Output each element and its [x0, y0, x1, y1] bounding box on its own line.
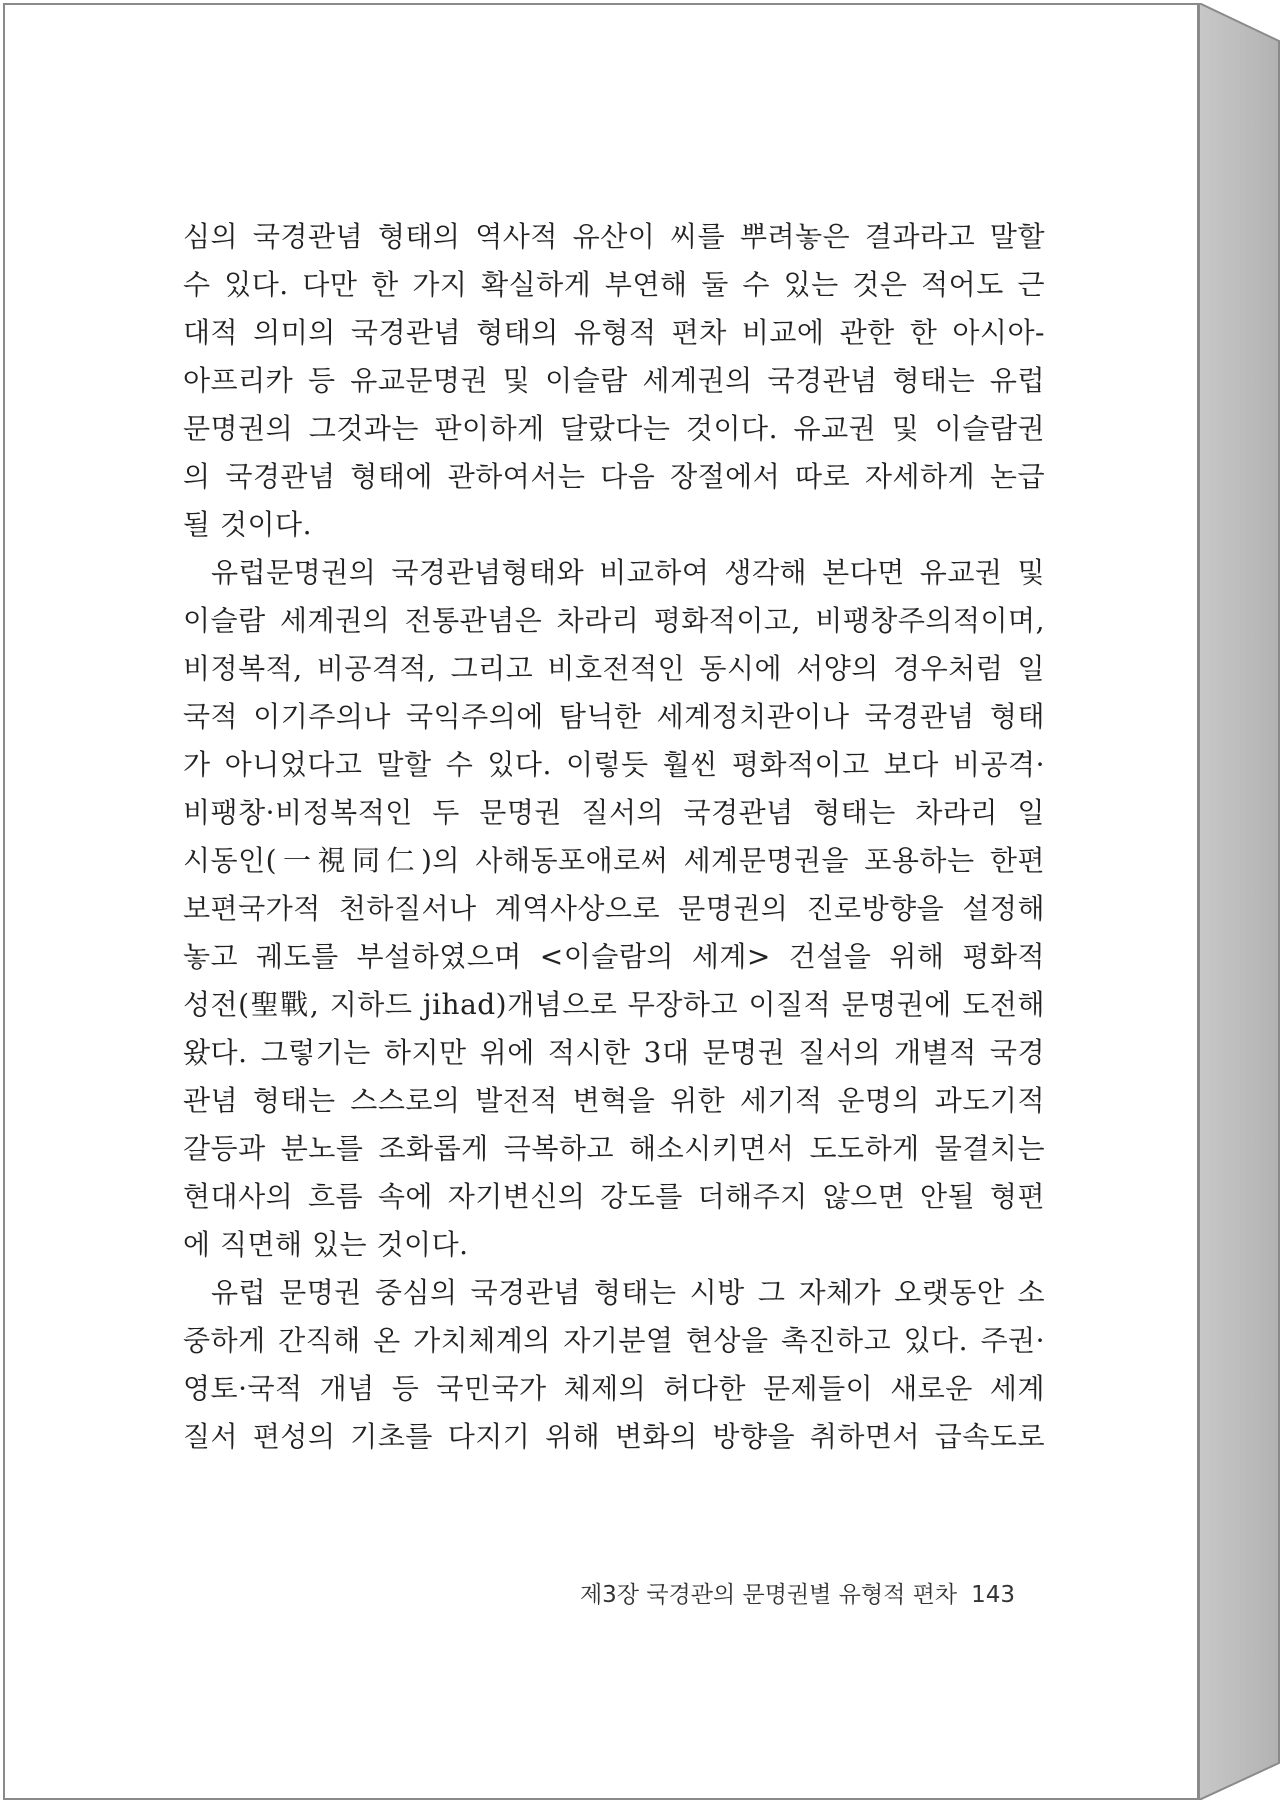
- book-edge-shape: [1199, 3, 1283, 1800]
- text-line: 에 직면해 있는 것이다.: [183, 1228, 469, 1261]
- text-line: 성전(聖戰, 지하드 jihad)개념으로 무장하고 이질적 문명권에 도전해: [183, 988, 1045, 1021]
- text-line: 비정복적, 비공격적, 그리고 비호전적인 동시에 서양의 경우처럼 일: [183, 652, 1045, 685]
- text-line: 질서 편성의 기초를 다지기 위해 변화의 방향을 취하면서 급속도로: [183, 1420, 1045, 1453]
- text-line: 유럽문명권의 국경관념형태와 비교하여 생각해 본다면 유교권 및: [211, 556, 1045, 589]
- text-line: 놓고 궤도를 부설하였으며 <이슬람의 세계> 건설을 위해 평화적: [183, 940, 1045, 973]
- text-line: 아프리카 등 유교문명권 및 이슬람 세계권의 국경관념 형태는 유럽: [183, 364, 1045, 397]
- text-line: 국적 이기주의나 국익주의에 탐닉한 세계정치관이나 국경관념 형태: [183, 700, 1045, 733]
- page-number: 143: [971, 1582, 1015, 1608]
- text-line: 중하게 간직해 온 가치체계의 자기분열 현상을 촉진하고 있다. 주권·: [183, 1324, 1045, 1357]
- text-line: 유럽 문명권 중심의 국경관념 형태는 시방 그 자체가 오랫동안 소: [211, 1276, 1045, 1309]
- text-line: 왔다. 그렇기는 하지만 위에 적시한 3대 문명권 질서의 개별적 국경: [183, 1036, 1045, 1069]
- text-line: 가 아니었다고 말할 수 있다. 이렇듯 훨씬 평화적이고 보다 비공격·: [183, 748, 1045, 781]
- text-line: 문명권의 그것과는 판이하게 달랐다는 것이다. 유교권 및 이슬람권: [183, 412, 1045, 445]
- chapter-title: 제3장 국경관의 문명권별 유형적 편차: [579, 1582, 958, 1608]
- text-line: 갈등과 분노를 조화롭게 극복하고 해소시키면서 도도하게 물결치는: [183, 1132, 1045, 1165]
- text-line: 심의 국경관념 형태의 역사적 유산이 씨를 뿌려놓은 결과라고 말할: [183, 220, 1045, 253]
- text-line: 보편국가적 천하질서나 계역사상으로 문명권의 진로방향을 설정해: [183, 892, 1045, 925]
- text-line: 비팽창·비정복적인 두 문명권 질서의 국경관념 형태는 차라리 일: [183, 796, 1045, 829]
- text-line: 될 것이다.: [183, 508, 312, 541]
- running-footer: [545, 1576, 1015, 1609]
- book-page: [3, 3, 1199, 1800]
- text-line: 대적 의미의 국경관념 형태의 유형적 편차 비교에 관한 한 아시아-: [183, 316, 1045, 349]
- text-line: 이슬람 세계권의 전통관념은 차라리 평화적이고, 비팽창주의적이며,: [183, 604, 1045, 637]
- text-line: 영토·국적 개념 등 국민국가 체제의 허다한 문제들이 새로운 세계: [183, 1372, 1045, 1405]
- text-line: 수 있다. 다만 한 가지 확실하게 부연해 둘 수 있는 것은 적어도 근: [183, 268, 1045, 301]
- text-line: 시동인(一視同仁)의 사해동포애로써 세계문명권을 포용하는 한편: [183, 844, 1045, 877]
- text-line: 의 국경관념 형태에 관하여서는 다음 장절에서 따로 자세하게 논급: [183, 460, 1045, 493]
- text-line: 관념 형태는 스스로의 발전적 변혁을 위한 세기적 운명의 과도기적: [183, 1084, 1045, 1117]
- text-line: 현대사의 흐름 속에 자기변신의 강도를 더해주지 않으면 안될 형편: [183, 1180, 1045, 1213]
- book-edge: [1199, 3, 1283, 1800]
- body-text: [183, 213, 1045, 1461]
